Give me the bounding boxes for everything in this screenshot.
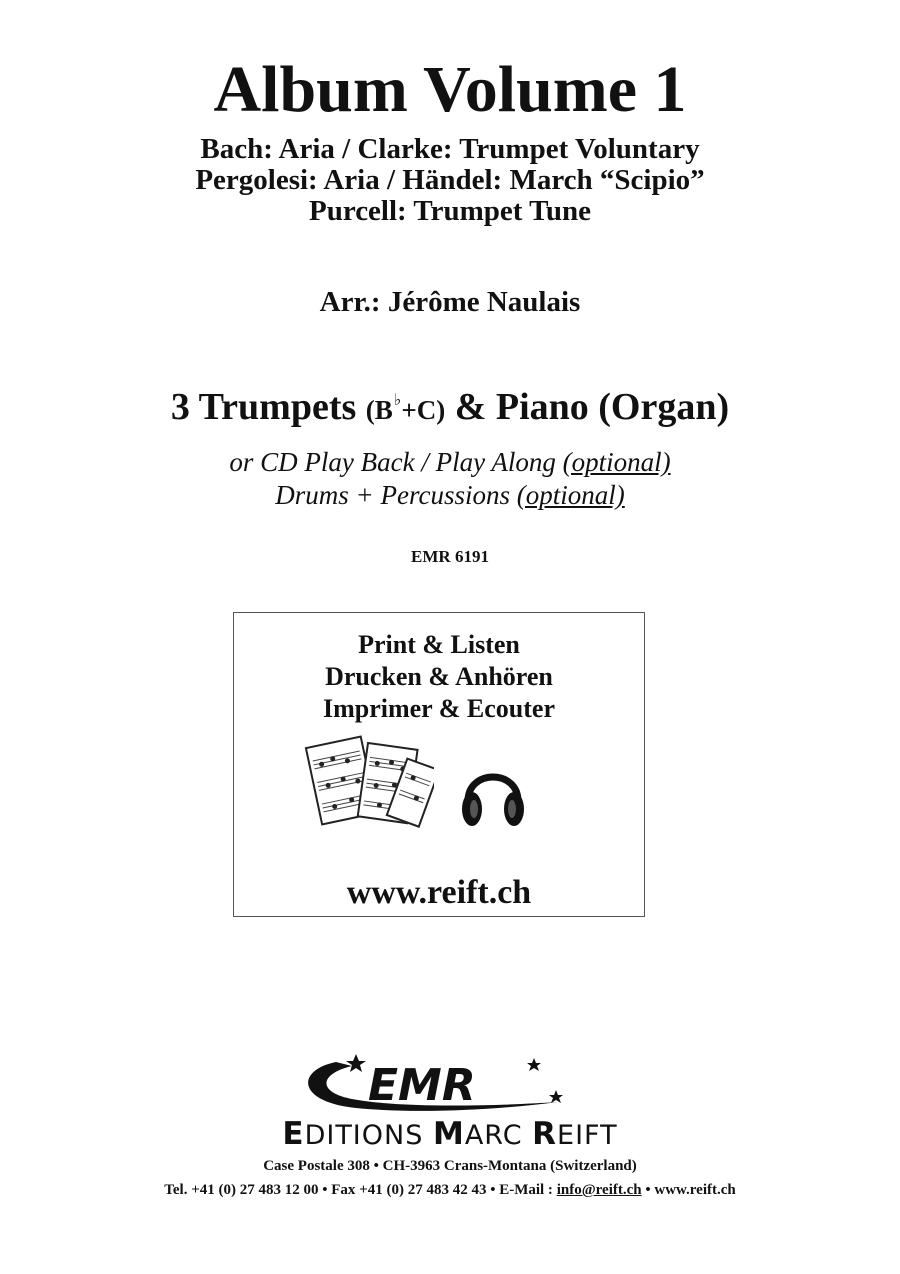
brand-initial: E: [282, 1116, 305, 1152]
piece-list: [0, 134, 900, 227]
promo-lines: [234, 629, 644, 725]
piece-line: Purcell: Trumpet Tune: [309, 195, 591, 227]
brand-initial: M: [432, 1116, 465, 1152]
logo-text: EMR: [368, 1060, 476, 1111]
instrumentation: [0, 378, 900, 433]
brand-word: EIFT: [557, 1120, 618, 1151]
option-note: (optional): [516, 480, 625, 510]
website-link[interactable]: • www.reift.ch: [645, 1182, 736, 1198]
option-line: [0, 479, 900, 512]
brand-word: ARC: [464, 1120, 523, 1151]
address-line: Case Postale 308 • CH-3963 Crans-Montana (Switzerland): [263, 1158, 637, 1174]
instrumentation-end: & Piano (Organ): [454, 386, 730, 428]
sheet-music-icon: [304, 733, 434, 833]
piece-line: Bach: Aria / Clarke: Trumpet Voluntary: [200, 133, 700, 165]
promo-line: Drucken & Anhören: [325, 662, 553, 691]
option-line: [0, 446, 900, 479]
website-url[interactable]: www.reift.ch: [346, 874, 532, 911]
headphones-icon: [458, 753, 528, 833]
brand-initial: R: [532, 1116, 558, 1152]
promo-line: Imprimer & Ecouter: [322, 694, 555, 723]
key-open: (B: [365, 395, 393, 425]
promo-box: [233, 612, 645, 917]
contact-text: Tel. +41 (0) 27 483 12 00 • Fax +41 (0) 27 483 42 43 • E-Mail :: [164, 1182, 553, 1198]
brand-word: DITIONS: [304, 1120, 424, 1151]
option-text: or CD Play Back / Play Along: [229, 447, 556, 477]
instrumentation-start: 3 Trumpets: [170, 386, 357, 428]
publisher-name: [0, 1118, 900, 1152]
promo-line: Print & Listen: [358, 630, 520, 659]
publisher-contact: [0, 1154, 900, 1202]
option-note: (optional): [562, 447, 671, 477]
option-text: Drums + Percussions: [275, 480, 510, 510]
flat-sign: ♭: [393, 392, 402, 409]
options: [0, 446, 900, 512]
emr-logo: [296, 1050, 596, 1120]
page-title: Album Volume 1: [213, 53, 687, 126]
piece-line: Pergolesi: Aria / Händel: March “Scipio”: [195, 164, 705, 196]
catalog-code: EMR 6191: [411, 547, 489, 566]
arranger: Arr.: Jérôme Naulais: [319, 286, 581, 318]
contact-line: [0, 1178, 900, 1202]
key-close: +C): [401, 395, 446, 425]
email-link[interactable]: info@reift.ch: [556, 1182, 642, 1198]
